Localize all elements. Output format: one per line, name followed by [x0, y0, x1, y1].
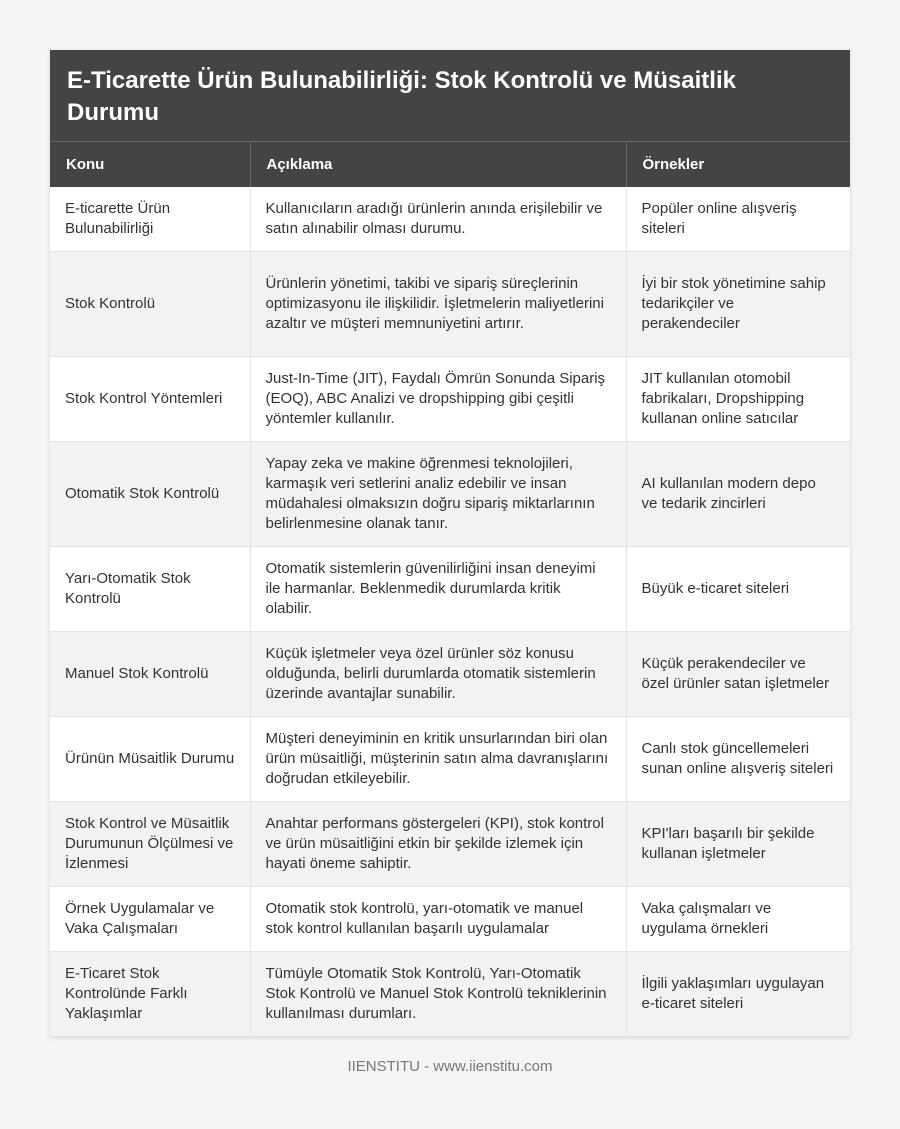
cell-ornekler: Popüler online alışveriş siteleri [626, 187, 850, 252]
page-title: E-Ticarette Ürün Bulunabilirliği: Stok Kontrolü ve Müsaitlik Durumu [67, 67, 736, 126]
footer-text: IIENSTITU - www.iienstitu.com [347, 1058, 553, 1075]
table-row [50, 547, 850, 632]
table-row [50, 952, 850, 1037]
column-header-konu: Konu [50, 142, 250, 187]
cell-ornekler: AI kullanılan modern depo ve tedarik zincirleri [626, 442, 850, 547]
cell-konu: Stok Kontrol Yöntemleri [50, 357, 250, 442]
table-row [50, 252, 850, 357]
cell-aciklama: Yapay zeka ve makine öğrenmesi teknolojileri, karmaşık veri setlerini analiz edebilir ve insan müdahalesi olmaksızın doğru sipariş miktarlarının belirlenmesine olanak tanır. [250, 442, 626, 547]
cell-konu: Yarı-Otomatik Stok Kontrolü [50, 547, 250, 632]
cell-konu: Örnek Uygulamalar ve Vaka Çalışmaları [50, 887, 250, 952]
table-row [50, 187, 850, 252]
cell-aciklama: Ürünlerin yönetimi, takibi ve sipariş süreçlerinin optimizasyonu ile ilişkilidir. İşletmelerin maliyetlerini azaltır ve müşteri memnuniyetini artırır. [250, 252, 626, 357]
cell-konu: Stok Kontrol ve Müsaitlik Durumunun Ölçülmesi ve İzlenmesi [50, 802, 250, 887]
cell-aciklama: Küçük işletmeler veya özel ürünler söz konusu olduğunda, belirli durumlarda otomatik sistemlerin üzerinde avantajlar sunabilir. [250, 632, 626, 717]
cell-konu: E-ticarette Ürün Bulunabilirliği [50, 187, 250, 252]
column-header-aciklama: Açıklama [250, 142, 626, 187]
cell-konu: Stok Kontrolü [50, 252, 250, 357]
cell-ornekler: Vaka çalışmaları ve uygulama örnekleri [626, 887, 850, 952]
table-row [50, 632, 850, 717]
table-row [50, 802, 850, 887]
cell-ornekler: Büyük e-ticaret siteleri [626, 547, 850, 632]
table-row [50, 357, 850, 442]
cell-aciklama: Anahtar performans göstergeleri (KPI), stok kontrol ve ürün müsaitliğini etkin bir şekilde izlemek için hayati öneme sahiptir. [250, 802, 626, 887]
cell-ornekler: Canlı stok güncellemeleri sunan online alışveriş siteleri [626, 717, 850, 802]
cell-aciklama: Just-In-Time (JIT), Faydalı Ömrün Sonunda Sipariş (EOQ), ABC Analizi ve dropshipping gibi çeşitli yöntemler kullanılır. [250, 357, 626, 442]
cell-konu: Ürünün Müsaitlik Durumu [50, 717, 250, 802]
cell-aciklama: Otomatik stok kontrolü, yarı-otomatik ve manuel stok kontrol kullanılan başarılı uygulamalar [250, 887, 626, 952]
cell-ornekler: JIT kullanılan otomobil fabrikaları, Dropshipping kullanan online satıcılar [626, 357, 850, 442]
cell-aciklama: Kullanıcıların aradığı ürünlerin anında erişilebilir ve satın alınabilir olması durumu. [250, 187, 626, 252]
cell-ornekler: İyi bir stok yönetimine sahip tedarikçiler ve perakendeciler [626, 252, 850, 357]
content-card [50, 50, 850, 1037]
title-bar [50, 50, 850, 141]
cell-konu: Otomatik Stok Kontrolü [50, 442, 250, 547]
header-row [50, 142, 850, 187]
data-table [50, 141, 850, 1037]
cell-konu: E-Ticaret Stok Kontrolünde Farklı Yaklaşımlar [50, 952, 250, 1037]
table-row [50, 887, 850, 952]
table-row [50, 442, 850, 547]
cell-ornekler: Küçük perakendeciler ve özel ürünler satan işletmeler [626, 632, 850, 717]
cell-konu: Manuel Stok Kontrolü [50, 632, 250, 717]
column-header-ornekler: Örnekler [626, 142, 850, 187]
cell-aciklama: Müşteri deneyiminin en kritik unsurlarından biri olan ürün müsaitliği, müşterinin satın alma davranışlarını doğrudan etkileyebilir. [250, 717, 626, 802]
cell-ornekler: İlgili yaklaşımları uygulayan e-ticaret siteleri [626, 952, 850, 1037]
cell-aciklama: Tümüyle Otomatik Stok Kontrolü, Yarı-Otomatik Stok Kontrolü ve Manuel Stok Kontrolü tekniklerinin kullanılması durumları. [250, 952, 626, 1037]
cell-ornekler: KPI'ları başarılı bir şekilde kullanan işletmeler [626, 802, 850, 887]
table-row [50, 717, 850, 802]
cell-aciklama: Otomatik sistemlerin güvenilirliğini insan deneyimi ile harmanlar. Beklenmedik durumlarda kritik olabilir. [250, 547, 626, 632]
